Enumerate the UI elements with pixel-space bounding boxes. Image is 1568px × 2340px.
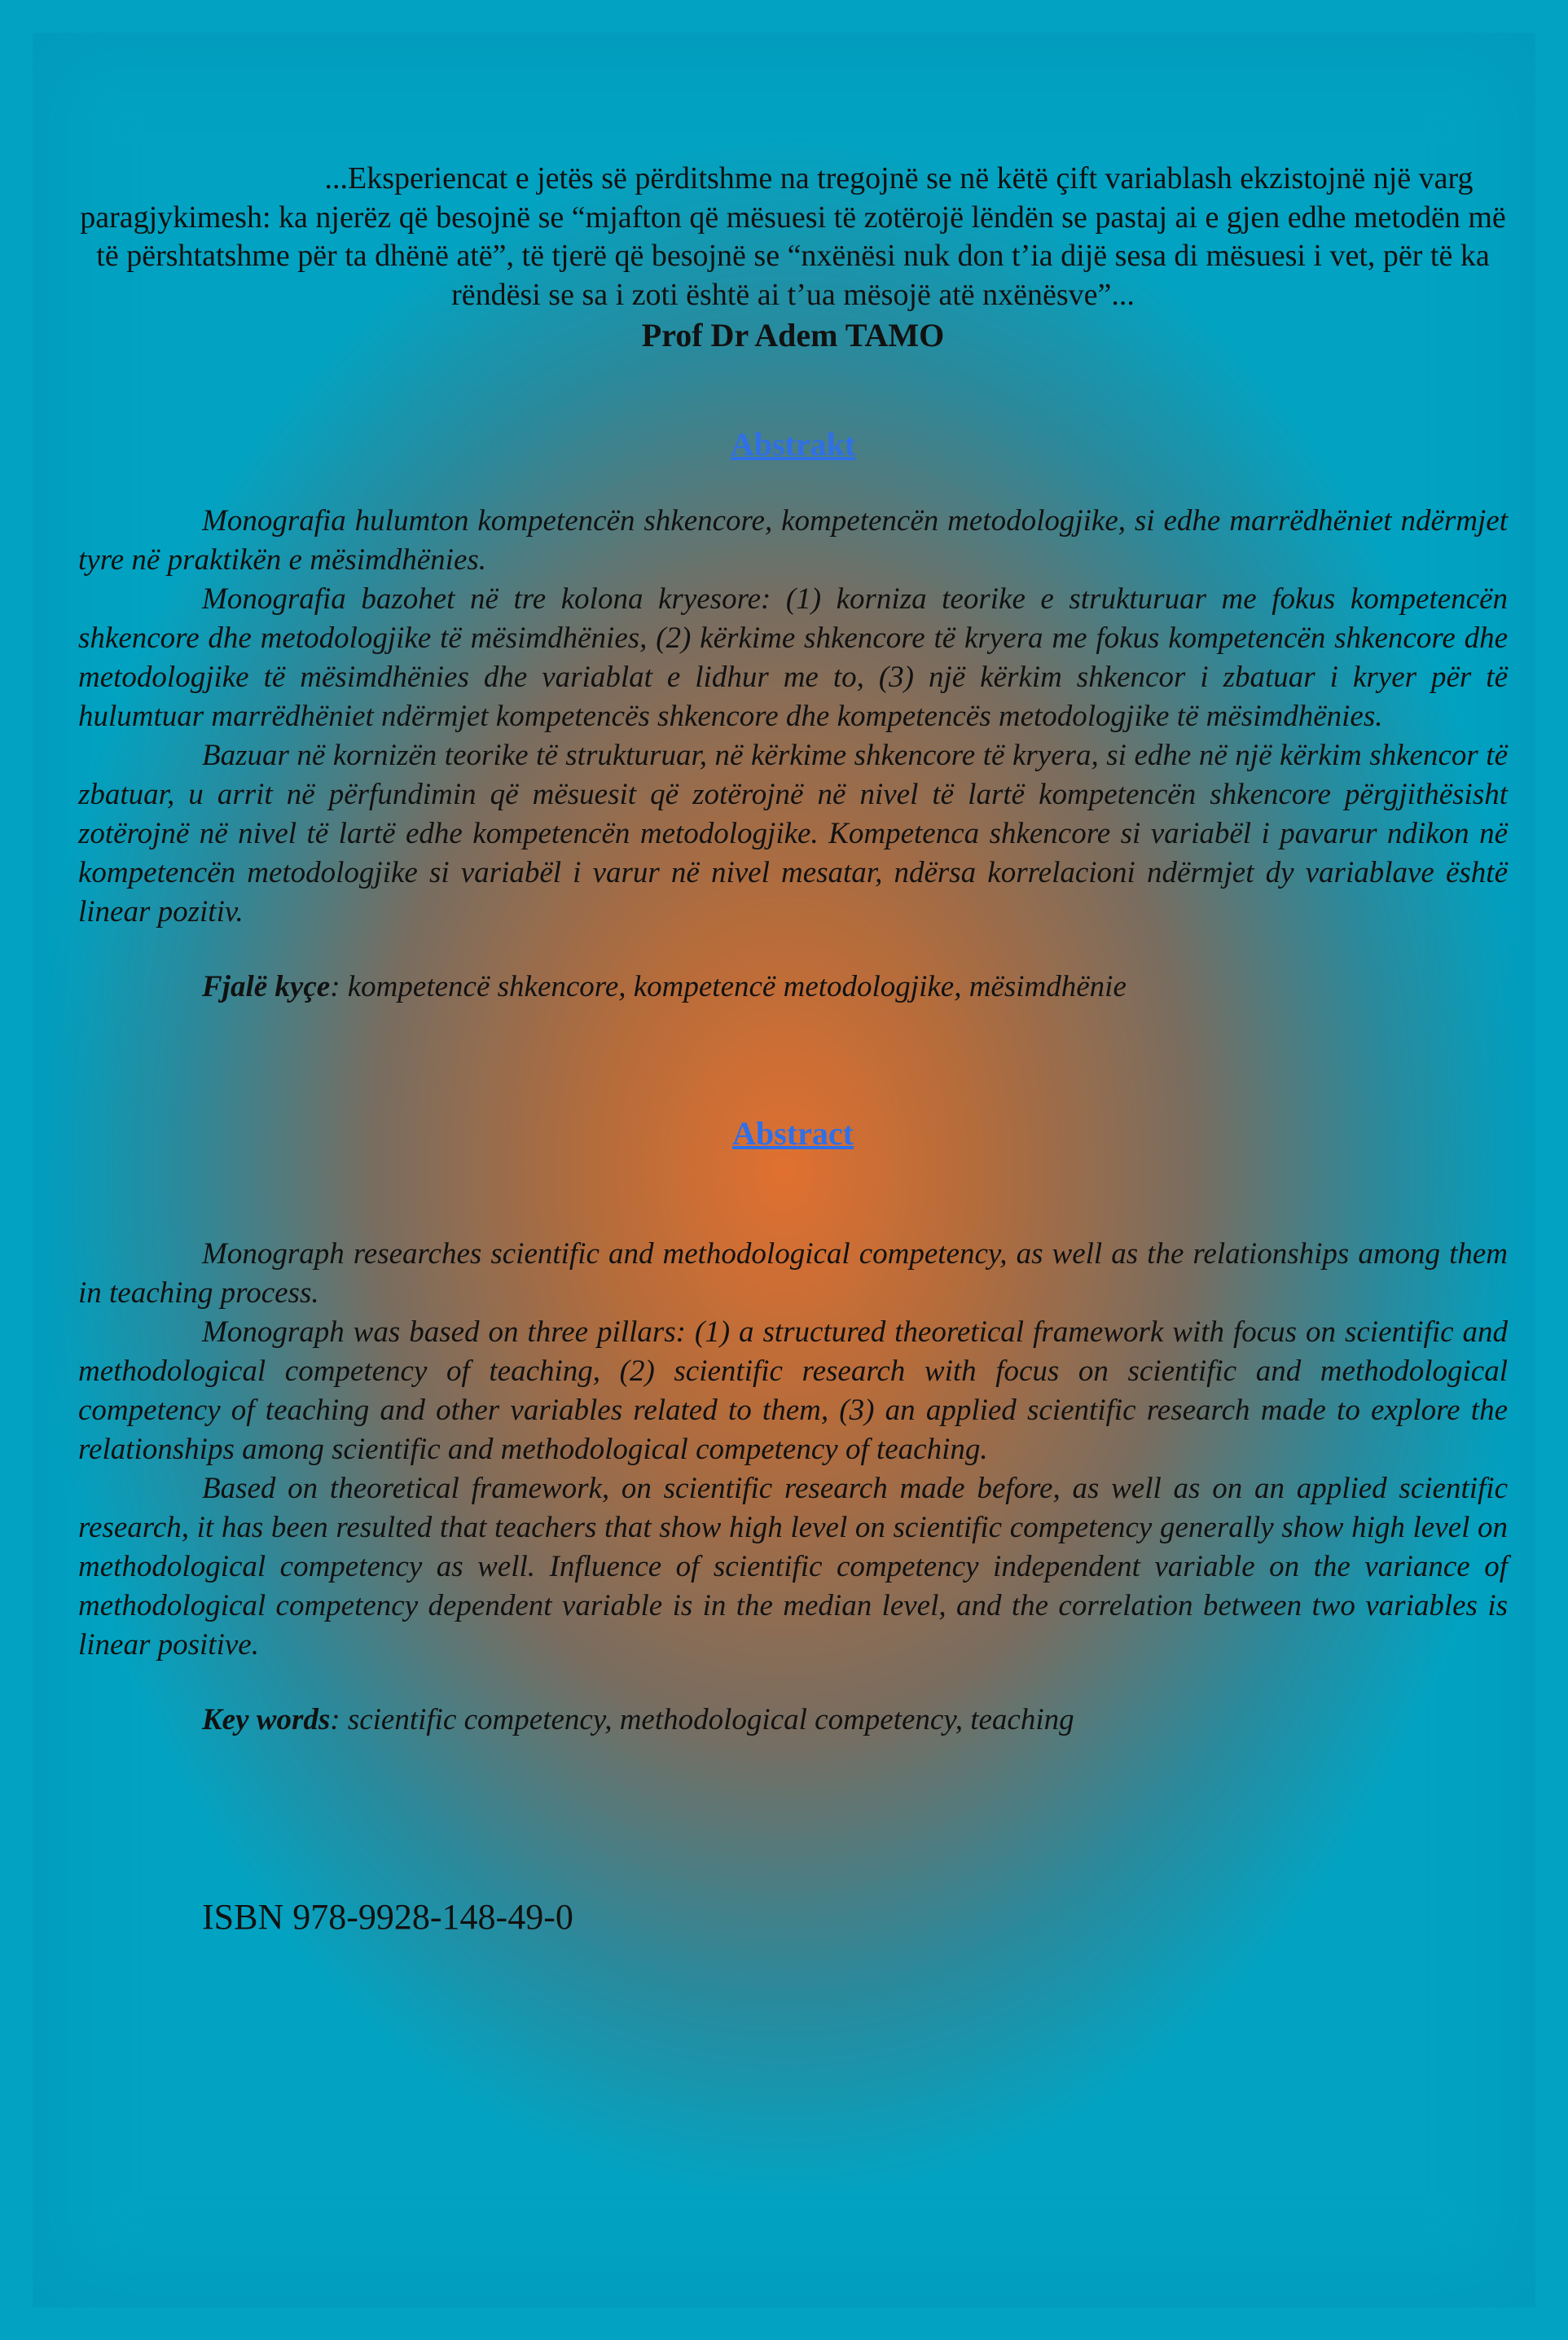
albanian-paragraph-1: Monografia hulumton kompetencën shkencore, kompetencën metodologjike, si edhe marrëdhëniet ndërmjet tyre në praktikën e mësimdhënies. bbox=[78, 504, 1508, 577]
english-keywords bbox=[78, 1701, 1508, 1740]
albanian-paragraph-3: Bazuar në kornizën teorike të strukturuar, në kërkime shkencore të kryera, si edhe në një kërkim shkencor të zbatuar, u arrit në përfundimin që mësuesit që zotërojnë në nivel të lartë kompetencën shkencore përgjithësisht zotërojnë në nivel të lartë edhe kompetencën metodologjike. Kompetenca shkencore si variabël i pavarur ndikon në kompetencën metodologjike si variabël i varur në nivel mesatar, ndërsa korrelacioni ndërmjet dy variablave është linear pozitiv. bbox=[78, 739, 1508, 929]
english-paragraph-2: Monograph was based on three pillars: (1) a structured theoretical framework with focus on scientific and methodological competency of teaching, (2) scientific research with focus on scientific and methodological competency of teaching and other variables related to them, (3) an applied scientific research made to explore the relationships among scientific and methodological competency of teaching. bbox=[78, 1315, 1508, 1466]
albanian-keywords-text: : kompetencë shkencore, kompetencë metodologjike, mësimdhënie bbox=[330, 970, 1127, 1003]
albanian-keywords-label: Fjalë kyçe bbox=[202, 970, 331, 1003]
english-keywords-label: Key words bbox=[202, 1703, 331, 1736]
english-keywords-text: : scientific competency, methodological competency, teaching bbox=[330, 1703, 1074, 1736]
english-abstract-heading[interactable]: Abstract bbox=[732, 1115, 854, 1152]
isbn-number: ISBN 978-9928-148-49-0 bbox=[202, 1897, 573, 1937]
back-cover bbox=[78, 160, 1508, 1940]
epigraph-text: ...Eksperiencat e jetës së përditshme na tregojnë se në këtë çift variablash ekzistojnë një varg paragjykimesh: ka njerëz që besojnë se “mjafton që mësuesi të zotërojë lëndën se pastaj ai e gjen edhe metodën më të përshtatshme për ta dhënë atë”, të tjerë që besojnë se “nxënësi nuk don t’ia dijë sesa di mësuesi i vet, për të ka rëndësi se sa i zoti është ai t’ua mësojë atë nxënësve”... bbox=[80, 161, 1506, 312]
albanian-keywords bbox=[78, 968, 1508, 1007]
albanian-abstract-heading[interactable]: Abstrakt bbox=[730, 426, 856, 463]
epigraph-quote bbox=[78, 160, 1508, 314]
english-paragraph-1: Monograph researches scientific and methodological competency, as well as the relationships among them in teaching process. bbox=[78, 1237, 1508, 1310]
epigraph-author: Prof Dr Adem TAMO bbox=[641, 317, 945, 353]
english-paragraph-3: Based on theoretical framework, on scientific research made before, as well as on an applied scientific research, it has been resulted that teachers that show high level on scientific competency generally show high level on methodological competency as well. Influence of scientific competency independent variable on the variance of methodological competency dependent variable is in the median level, and the correlation between two variables is linear positive. bbox=[78, 1472, 1508, 1662]
albanian-paragraph-2: Monografia bazohet në tre kolona kryesore: (1) korniza teorike e strukturuar me fokus kompetencën shkencore dhe metodologjike të mësimdhënies, (2) kërkime shkencore të kryera me fokus kompetencën shkencore dhe metodologjike të mësimdhënies dhe variablat e lidhur me to, (3) një kërkim shkencor i zbatuar i kryer për të hulumtuar marrëdhëniet ndërmjet kompetencës shkencore dhe kompetencës metodologjike të mësimdhënies. bbox=[78, 582, 1508, 733]
